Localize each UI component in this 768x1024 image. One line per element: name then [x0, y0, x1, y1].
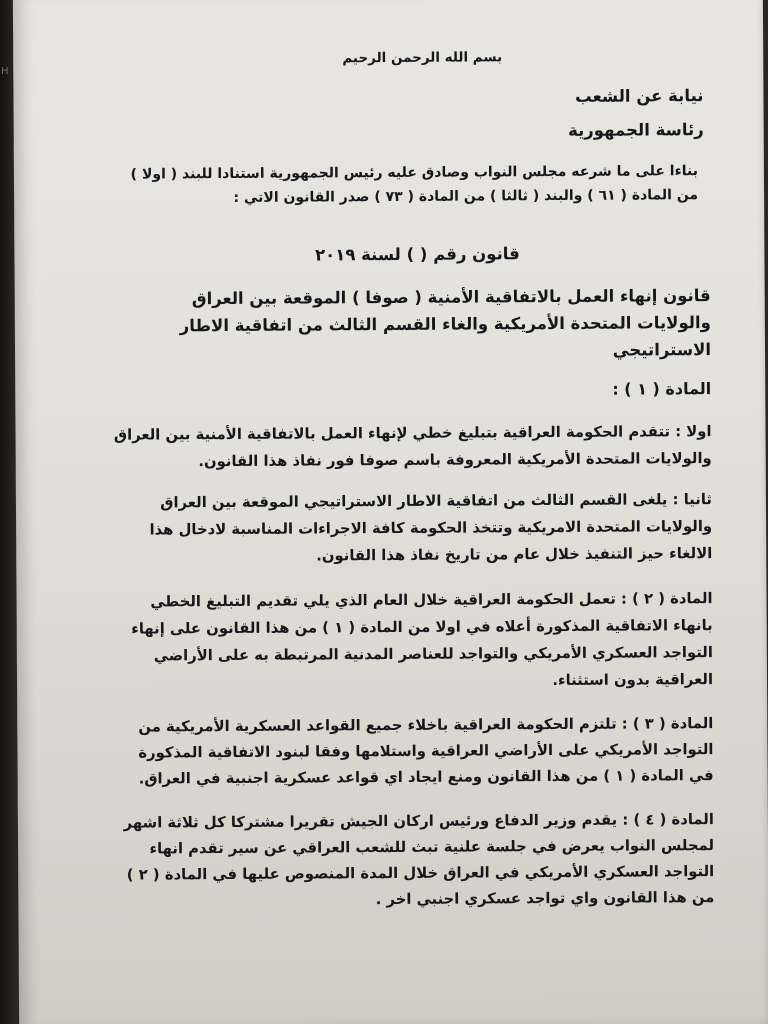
- basmala: بسم الله الرحمن الرحيم: [342, 49, 503, 67]
- article-2: المادة ( ٢ ) : تعمل الحكومة العراقية خلال العام الذي يلي تقديم التبليغ الخطي بانهاء الاتفاقية المذكورة أعلاه في اولا من المادة ( ١ ) من هذا القانون على إنهاء التواجد العسكري الأمريكي والتواجد للعناصر المدنية المرتبطة به على الأراضي العراقية بدون استثناء.: [131, 590, 714, 690]
- article-4: المادة ( ٤ ) : يقدم وزير الدفاع ورئيس اركان الجيش تقريرا مشتركا كل ثلاثة اشهر لمجلس النواب يعرض في جلسة علنية تبث للشعب العراقي عن سير تقدم انهاء التواجد العسكري الأمريكي في العراق خلال المدة المنصوص عليها في المادة ( ٢ ) من هذا القانون واي تواجد عسكري اجنبي اخر .: [123, 811, 715, 909]
- on-behalf-heading: نيابة عن الشعب: [575, 86, 704, 106]
- document-body: [111, 48, 714, 933]
- article-1-first-clause: اولا : تتقدم الحكومة العراقية بتبليغ خطي لإنهاء العمل بالاتفاقية الأمنية بين العراق والولايات المتحدة الأمريكية المعروفة باسم صوفا فور نفاذ هذا القانون.: [113, 423, 712, 471]
- law-title: قانون إنهاء العمل بالاتفاقية الأمنية ( صوفا ) الموقعة بين العراق والولايات المتحدة الأمريكية والغاء القسم الثالث من اتفاقية الاطار الاستراتيجي: [179, 286, 712, 360]
- preamble: بناءا على ما شرعه مجلس النواب وصادق عليه رئيس الجمهورية استنادا للبند ( اولا ) من المادة ( ٦١ ) والبند ( ثالثا ) من المادة ( ٧٣ ) صدر القانون الاتي :: [130, 163, 699, 206]
- article-3: المادة ( ٣ ) : تلتزم الحكومة العراقية باخلاء جميع القواعد العسكرية الأمريكية من التواجد الأمريكي على الأراضي العراقية واستلامها وفقا لبنود الاتفاقية المذكورة في المادة ( ١ ) من هذا القانون ومنع ايجاد اي قواعد عسكرية اجنبية في العراق.: [138, 715, 714, 788]
- presidency-heading: رئاسة الجمهورية: [568, 120, 704, 140]
- article-1-heading: المادة ( ١ ) :: [612, 379, 712, 399]
- edge-glyph: H: [1, 66, 9, 77]
- law-number: قانون رقم ( ) لسنة ٢٠١٩: [315, 244, 520, 265]
- article-1-second-clause: ثانيا : يلغى القسم الثالث من اتفاقية الاطار الاستراتيجي الموقعة بين العراق والولايات المتحدة الامريكية وتتخذ الحكومة كافة الاجراءات المناسبة لادخال هذا الالغاء حيز التنفيذ خلال عام من تاريخ نفاذ هذا القانون.: [149, 491, 713, 565]
- document-page: [13, 0, 768, 1024]
